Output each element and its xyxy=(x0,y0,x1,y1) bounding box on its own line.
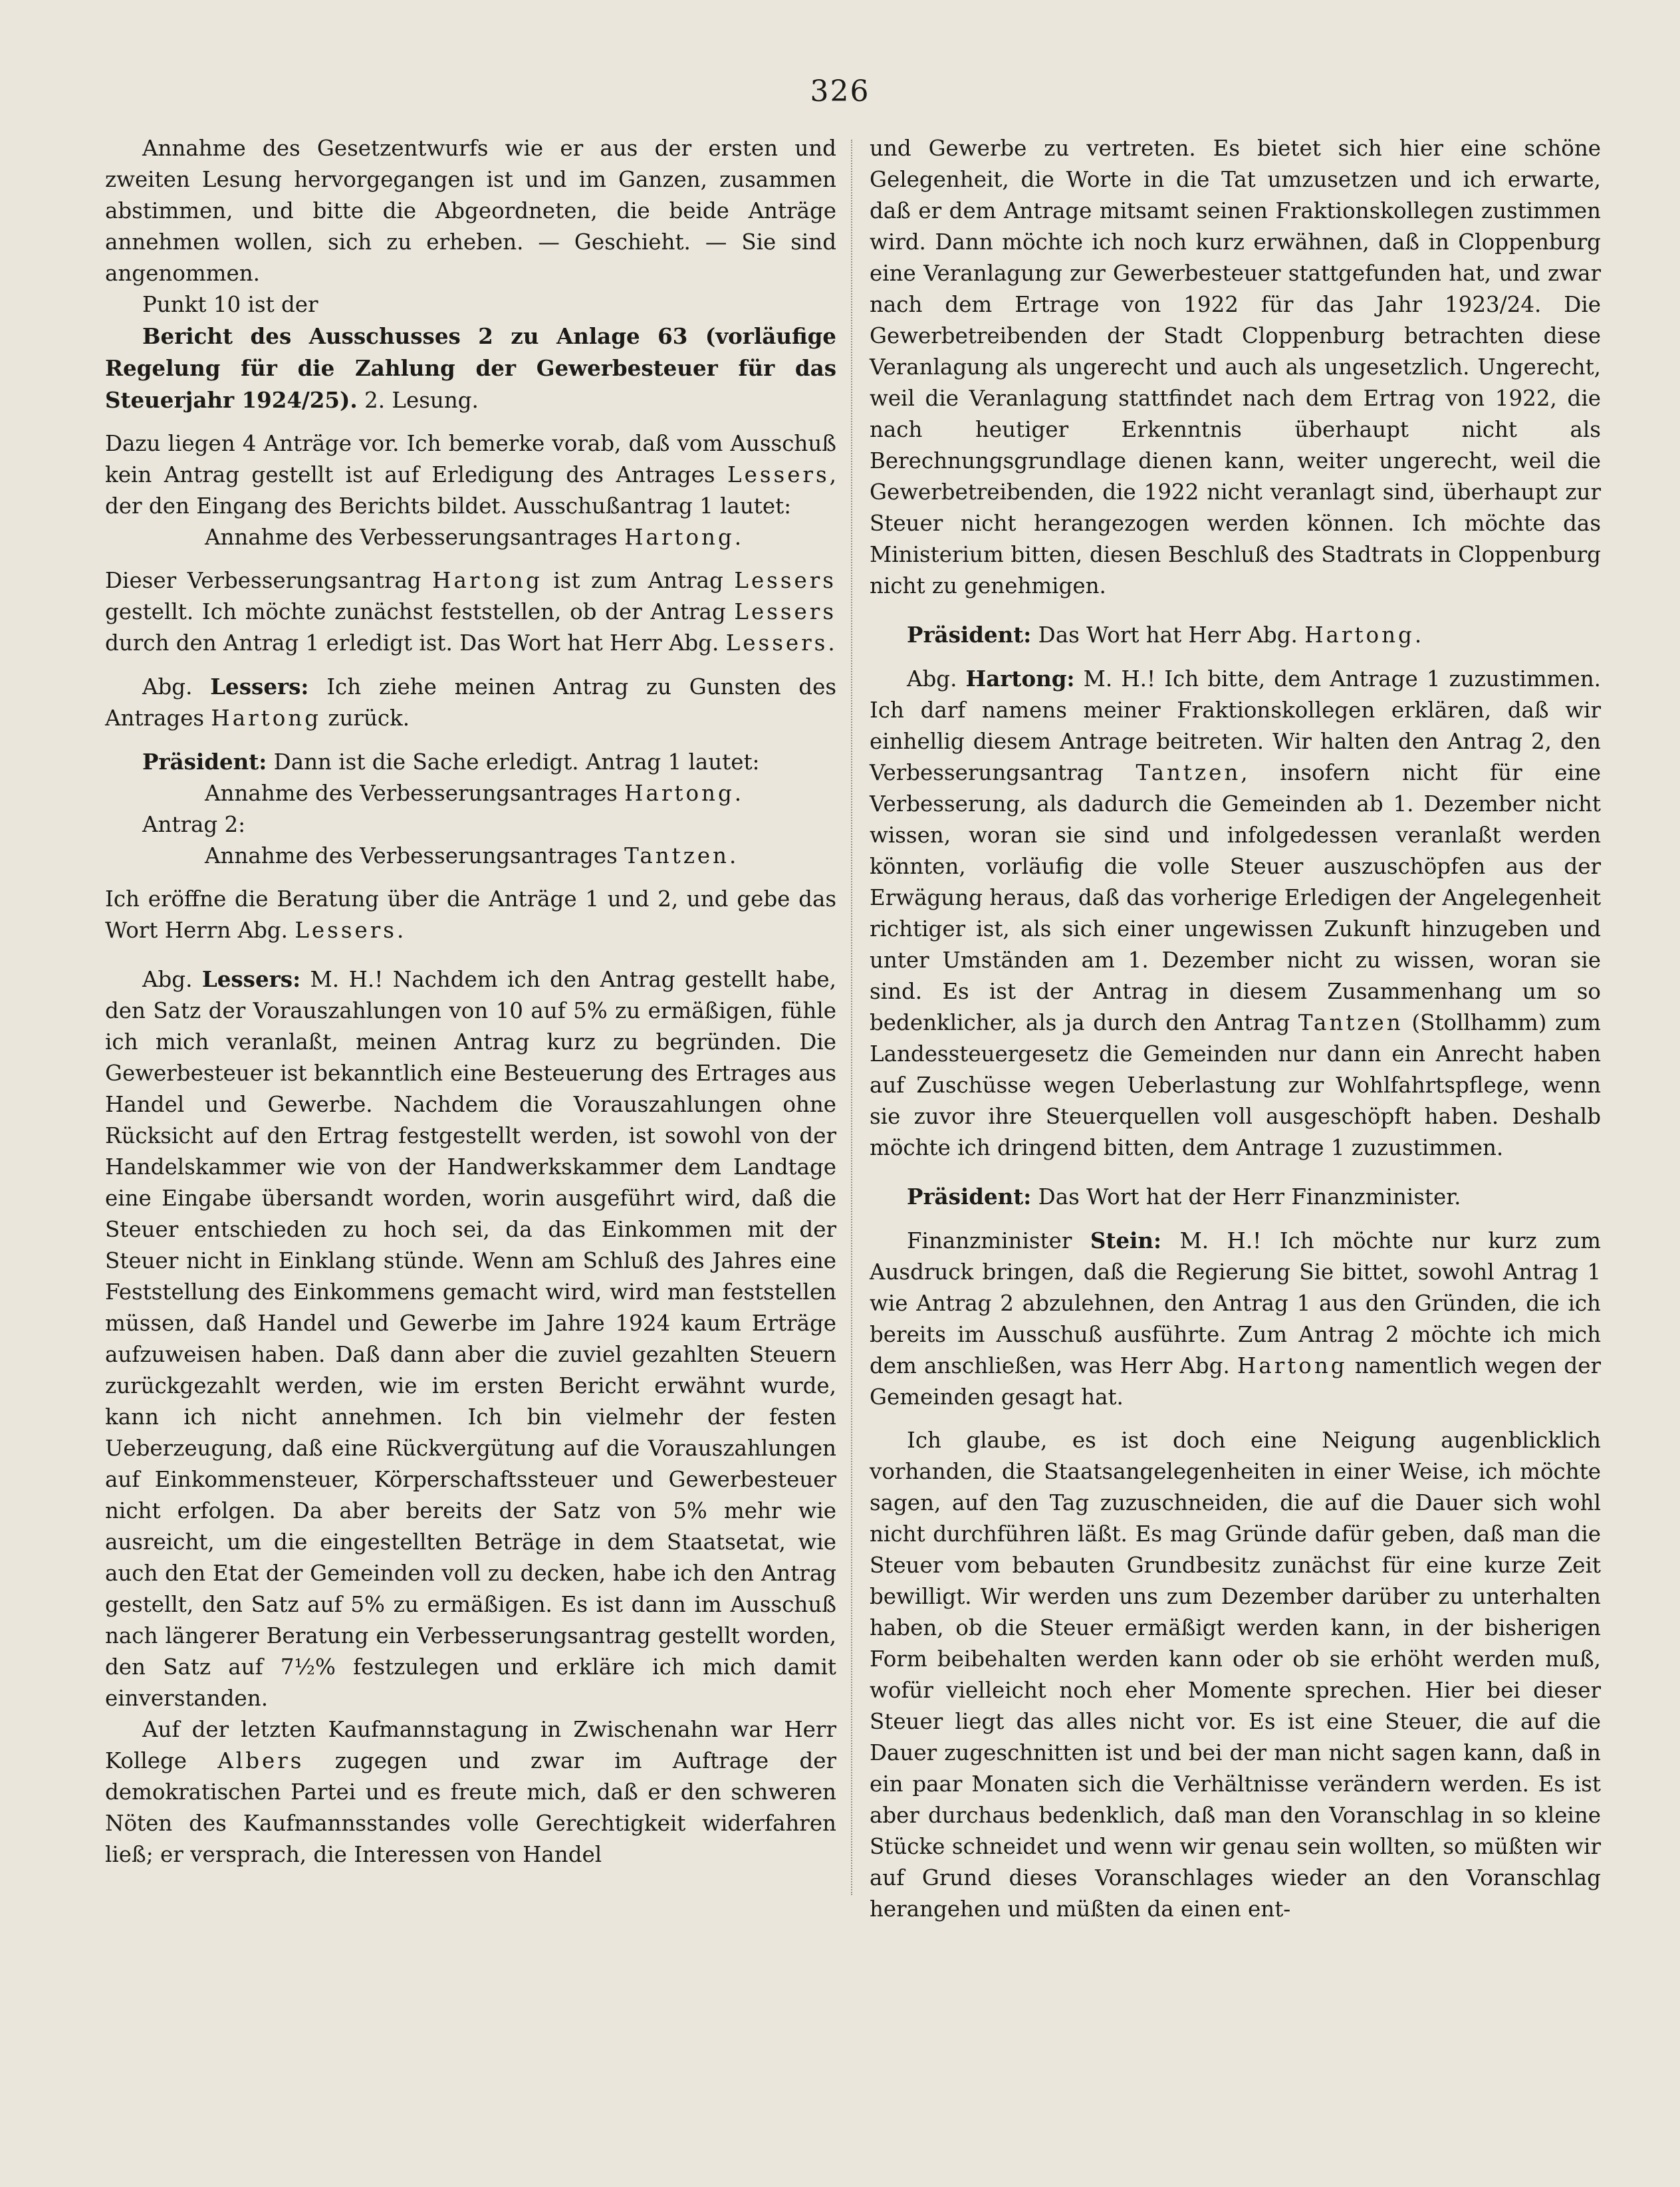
paragraph: Auf der letzten Kaufmannstagung in Zwischenahn war Herr Kollege Albers zugegen und zwar im Auftrage der demokratischen Partei und es freute mich, daß er den schweren Nöten des Kaufmannsstandes volle Gerechtigkeit widerfahren ließ; er versprach, die Interessen von Handel xyxy=(105,1717,836,1867)
paragraph: Ich glaube, es ist doch eine Neigung augenblicklich vorhanden, die Staatsangelegenheiten in einer Weise, ich möchte sagen, auf den Tag zuzuschneiden, die auf die Dauer sich wohl nicht durchführen läßt. Es mag Gründe dafür geben, daß man die Steuer vom bebauten Grundbesitz zunächst für eine kurze Zeit bewilligt. Wir werden uns zum Dezember darüber zu unterhalten haben, ob die Steuer ermäßigt werden kann, in der bisherigen Form beibehalten werden kann oder ob sie erhöht werden muß, wofür vielleicht noch eher Momente sprechen. Hier bei dieser Steuer liegt das alles nicht vor. Es ist eine Steuer, die auf die Dauer zugeschnitten ist und bei der man nicht sagen kann, daß in ein paar Monaten sich die Verhältnisse verändern werden. Es ist aber durchaus bedenklich, daß man den Voranschlag in so kleine Stücke schneidet und wenn wir genau sein wollten, so müßten wir auf Grund dieses Voranschlages wieder an den Voranschlag herangehen und müßten da einen ent- xyxy=(870,1428,1601,1922)
speaker-president: Präsident: xyxy=(907,1184,1032,1210)
speech: Finanzminister Stein: M. H.! Ich möchte nur kurz zum Ausdruck bringen, daß die Regierung Sie bittet, sowohl Antrag 1 wie Antrag 2 abzulehnen, den Antrag 1 aus den Gründen, die ich bereits im Ausschuß ausführte. Zum Antrag 2 möchte ich mich dem anschließen, was Herr Abg. Hartong namentlich wegen der Gemeinden gesagt hat. xyxy=(870,1227,1602,1410)
left-column xyxy=(105,133,836,1870)
name-lessers: Lessers xyxy=(727,462,830,487)
paragraph: und Gewerbe zu vertreten. Es bietet sich hier eine schöne Gelegenheit, die Worte in die Tat umzusetzen und ich erwarte, daß er dem Antrage mitsamt seinen Fraktionskollegen zustimmen wird. Dann möchte ich noch kurz erwähnen, daß in Cloppenburg eine Veranlagung zur Gewerbesteuer stattgefunden hat, und zwar nach dem Ertrage von 1922 für das Jahr 1923/24. Die Gewerbetreibenden der Stadt Cloppenburg betrachten diese Veranlagung als ungerecht und auch als ungesetzlich. Ungerecht, weil die Veranlagung stattfindet nach dem Ertrag von 1922, die nach heutiger Erkenntnis überhaupt nicht als Berechnungsgrundlage dienen kann, weiter ungerecht, weil die Gewerbetreibenden, die 1922 nicht veranlagt sind, überhaupt zur Steuer nicht herangezogen werden können. Ich möchte das Ministerium bitten, diesen Beschluß des Stadtrats in Cloppenburg nicht zu genehmigen. xyxy=(870,136,1601,598)
report-title: Bericht des Ausschusses 2 zu Anlage 63 (vorläufige Regelung für die Zahlung der Gewerbesteuer für das Steuerjahr 1924/25). xyxy=(105,323,836,413)
speaker-hartong: Hartong: xyxy=(965,666,1075,692)
paragraph: Dieser Verbesserungsantrag Hartong ist zum Antrag Lessers gestellt. Ich möchte zunächst feststellen, ob der Antrag Lessers durch den Antrag 1 erledigt ist. Das Wort hat Herr Abg. Lessers. xyxy=(105,568,836,656)
speech: Abg. Lessers: Ich ziehe meinen Antrag zu Gunsten des Antrages Hartong zurück. xyxy=(105,674,837,731)
speech: Abg. Hartong: M. H.! Ich bitte, dem Antrage 1 zuzustimmen. Ich darf namens meiner Fraktionskollegen erklären, daß wir einhellig diesem Antrage beitreten. Wir halten den Antrag 2, den Verbesserungsantrag Tantzen, insofern nicht für eine Verbesserung, als dadurch die Gemeinden ab 1. Dezember nicht wissen, woran sie sind und infolgedessen veranlaßt werden könnten, vorläufig die volle Steuer auszuschöpfen aus der Erwägung heraus, daß das vorherige Erledigen der Angelegenheit richtiger ist, als sich einer ungewissen Zukunft hinzugeben und unter Umständen am 1. Dezember nicht zu wissen, woran sie sind. Es ist der Antrag in diesem Zusammenhang um so bedenklicher, als ja durch den Antrag Tantzen (Stollhamm) zum Landessteuergesetz die Gemeinden nur dann ein Anrecht haben auf Zuschüsse wegen Ueberlastung zur Wohlfahrtspflege, wenn sie zuvor ihre Steuerquellen voll ausgeschöpft haben. Deshalb möchte ich dringend bitten, dem Antrage 1 zuzustimmen. xyxy=(870,666,1601,1160)
paragraph: Punkt 10 ist der xyxy=(142,292,318,317)
report-heading xyxy=(105,321,836,416)
speech: Abg. Lessers: M. H.! Nachdem ich den Antrag gestellt habe, den Satz der Vorauszahlungen von 10 auf 5% zu ermäßigen, fühle ich mich veranlaßt, meinen Antrag kurz zu begründen. Die Gewerbesteuer ist bekanntlich eine Besteuerung des Ertrages aus Handel und Gewerbe. Nachdem die Vorauszahlungen ohne Rücksicht auf den Ertrag festgestellt werden, ist sowohl von der Handelskammer wie von der Handwerkskammer dem Landtage eine Eingabe übersandt worden, worin ausgeführt wird, daß die Steuer entschieden zu hoch sei, da das Einkommen mit der Steuer nicht in Einklang stünde. Wenn am Schluß des Jahres eine Feststellung des Einkommens gemacht wird, wird man feststellen müssen, daß Handel und Gewerbe im Jahre 1924 kaum Erträge aufzuweisen haben. Daß dann aber die zuviel gezahlten Steuern zurückgezahlt werden, wie im ersten Bericht erwähnt wurde, kann ich nicht annehmen. Ich bin vielmehr der festen Ueberzeugung, daß eine Rückvergütung auf die Vorauszahlungen auf Einkommensteuer, Körperschaftssteuer und Gewerbesteuer nicht erfolgen. Da aber bereits der Satz von 5% mehr wie ausreicht, um die eingestellten Beträge in dem Staatsetat, wie auch den Etat der Gemeinden voll zu decken, habe ich den Antrag gestellt, den Satz auf 5% zu ermäßigen. Es ist dann im Ausschuß nach längerer Beratung ein Verbesserungsantrag gestellt worden, den Satz auf 7½% festzulegen und erkläre ich mich damit einverstanden. xyxy=(105,966,836,1711)
speech: Präsident: Das Wort hat der Herr Finanzminister. xyxy=(907,1184,1461,1210)
motion-text: Annahme des Verbesserungsantrages Hartong. xyxy=(205,781,742,806)
paragraph: Antrag 2: xyxy=(142,812,246,837)
speaker-stein: Stein: xyxy=(1090,1227,1161,1253)
motion-text: Annahme des Verbesserungsantrages Hartong. xyxy=(205,525,742,550)
right-column xyxy=(870,133,1601,1925)
motion-text: Annahme des Verbesserungsantrages Tantzen. xyxy=(205,843,737,868)
speaker-lessers: Lessers: xyxy=(210,674,309,700)
paragraph: Dazu liegen 4 Anträge vor. Ich bemerke vorab, daß vom Ausschuß kein Antrag gestellt ist auf Erledigung des Antrages Lessers, der den Eingang des Berichts bildet. Ausschußantrag 1 lautet: xyxy=(105,431,836,519)
speaker-president: Präsident: xyxy=(142,749,267,775)
report-reading: 2. Lesung. xyxy=(357,388,479,413)
name-albers: Albers xyxy=(217,1748,304,1773)
name-tantzen: Tantzen xyxy=(624,843,729,868)
column-divider xyxy=(851,140,853,1895)
speaker-president: Präsident: xyxy=(907,622,1032,648)
paragraph: Annahme des Gesetzentwurfs wie er aus der ersten und zweiten Lesung hervorgegangen ist und im Ganzen, zusammen abstimmen, und bitte die Abgeordneten, die beide Anträge annehmen wollen, sich zu erheben. — Geschieht. — Sie sind angenommen. xyxy=(105,136,836,286)
page-number: 326 xyxy=(810,74,870,108)
name-hartong: Hartong xyxy=(624,525,735,550)
speech: Präsident: Das Wort hat Herr Abg. Hartong. xyxy=(907,622,1422,648)
speaker-lessers: Lessers: xyxy=(201,966,301,992)
speech: Präsident: Dann ist die Sache erledigt. Antrag 1 lautet: xyxy=(142,749,760,775)
paragraph: Ich eröffne die Beratung über die Anträge 1 und 2, und gebe das Wort Herrn Abg. Lessers. xyxy=(105,886,836,943)
